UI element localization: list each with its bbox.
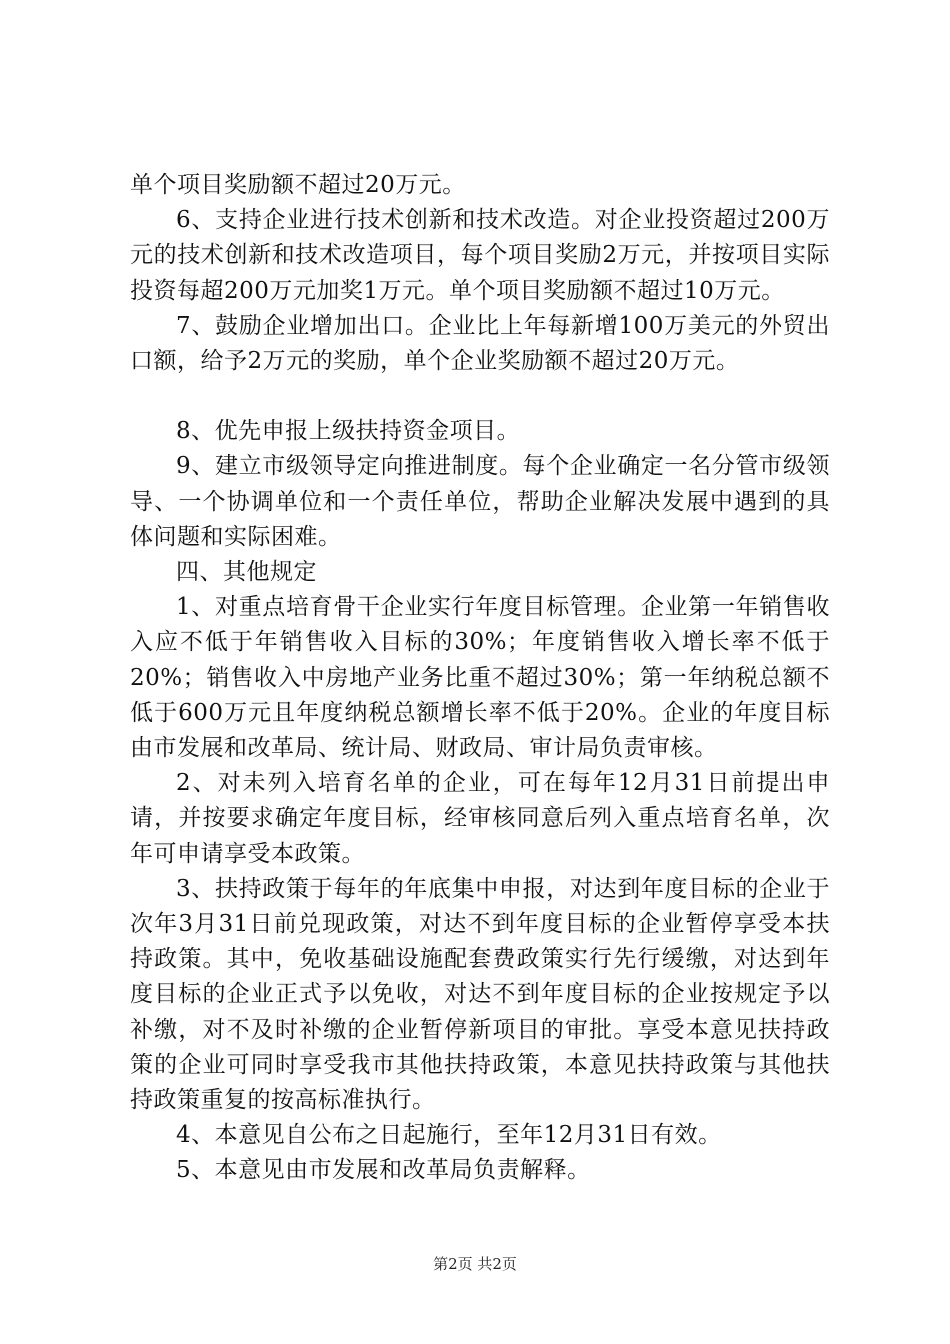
paragraph-provision-5: 5、本意见由市发展和改革局负责解释。 — [176, 1157, 591, 1184]
paragraph-item-8: 8、优先申报上级扶持资金项目。 — [176, 418, 521, 445]
paragraph-item-7: 7、鼓励企业增加出口。企业比上年每新增100万美元的外贸出口额，给予2万元的奖励，单个企业奖励额不超过20万元。 — [130, 312, 830, 375]
section-heading-other-provisions: 四、其他规定 — [176, 559, 317, 586]
paragraph-item-6: 6、支持企业进行技术创新和技术改造。对企业投资超过200万元的技术创新和技术改造项目，每个项目奖励2万元，并按项目实际投资每超200万元加奖1万元。单个项目奖励额不超过10万元。 — [130, 207, 830, 304]
paragraph-item-9: 9、建立市级领导定向推进制度。每个企业确定一名分管市级领导、一个协调单位和一个责任单位，帮助企业解决发展中遇到的具体问题和实际困难。 — [130, 453, 830, 550]
paragraph-provision-4: 4、本意见自公布之日起施行，至年12月31日有效。 — [176, 1122, 722, 1149]
paragraph-continuation: 单个项目奖励额不超过20万元。 — [130, 172, 466, 198]
page-number-footer: 第2页 共2页 — [433, 1255, 517, 1273]
paragraph-provision-3: 3、扶持政策于每年的年底集中申报，对达到年度目标的企业于次年3月31日前兑现政策，对达不到年度目标的企业暂停享受本扶持政策。其中，免收基础设施配套费政策实行先行缓缴，对达到年度目标的企业正式予以免收，对达不到年度目标的企业按规定予以补缴，对不及时补缴的企业暂停新项目的审批。享受本意见扶持政策的企业可同时享受我市其他扶持政策，本意见扶持政策与其他扶持政策重复的按高标准执行。 — [130, 875, 830, 1114]
paragraph-provision-1: 1、对重点培育骨干企业实行年度目标管理。企业第一年销售收入应不低于年销售收入目标的30%；年度销售收入增长率不低于20%；销售收入中房地产业务比重不超过30%；第一年纳税总额不低于600万元且年度纳税总额增长率不低于20%。企业的年度目标由市发展和改革局、统计局、财政局、审计局负责审核。 — [130, 594, 830, 762]
document-body — [130, 168, 830, 1189]
paragraph-provision-2: 2、对未列入培育名单的企业，可在每年12月31日前提出申请，并按要求确定年度目标，经审核同意后列入重点培育名单，次年可申请享受本政策。 — [130, 770, 830, 867]
